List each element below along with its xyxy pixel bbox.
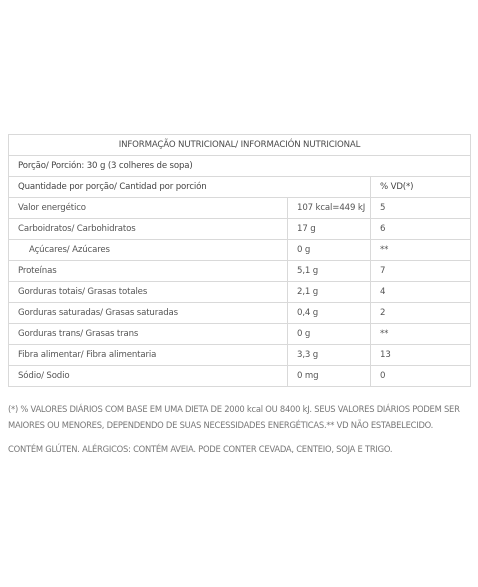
nutrient-name: Açúcares/ Azúcares (9, 240, 288, 261)
nutrient-vd: 0 (371, 366, 471, 387)
table-row (9, 345, 471, 366)
nutrient-vd: 4 (371, 282, 471, 303)
nutrient-vd: 2 (371, 303, 471, 324)
nutrient-name: Valor energético (9, 198, 288, 219)
vd-header: % VD(*) (371, 177, 471, 198)
nutrient-quantity: 107 kcal=449 kJ (288, 198, 371, 219)
nutrition-facts-table (8, 134, 471, 387)
table-row (9, 261, 471, 282)
nutrient-name: Gorduras saturadas/ Grasas saturadas (9, 303, 288, 324)
nutrient-vd: ** (371, 324, 471, 345)
nutrient-quantity: 0 mg (288, 366, 371, 387)
nutrient-vd: 7 (371, 261, 471, 282)
table-title-row (9, 135, 471, 156)
nutrient-name: Fibra alimentar/ Fibra alimentaria (9, 345, 288, 366)
table-row (9, 324, 471, 345)
table-row (9, 240, 471, 261)
allergen-statement: CONTÉM GLÚTEN. ALÉRGICOS: CONTÉM AVEIA. PODE CONTER CEVADA, CENTEIO, SOJA E TRIGO. (8, 444, 393, 454)
quantity-header: Quantidade por porção/ Cantidad por porción (9, 177, 371, 198)
nutrient-vd: ** (371, 240, 471, 261)
nutrient-quantity: 5,1 g (288, 261, 371, 282)
nutrient-quantity: 0,4 g (288, 303, 371, 324)
nutrient-vd: 6 (371, 219, 471, 240)
nutrient-quantity: 3,3 g (288, 345, 371, 366)
nutrient-vd: 5 (371, 198, 471, 219)
nutrient-vd: 13 (371, 345, 471, 366)
table-row (9, 198, 471, 219)
nutrient-name: Carboidratos/ Carbohidratos (9, 219, 288, 240)
table-row (9, 219, 471, 240)
table-row (9, 282, 471, 303)
nutrient-name: Gorduras trans/ Grasas trans (9, 324, 288, 345)
column-header-row (9, 177, 471, 198)
portion-label: Porção/ Porción: 30 g (3 colheres de sopa) (9, 156, 471, 177)
table-row (9, 366, 471, 387)
nutrient-name: Sódio/ Sodio (9, 366, 288, 387)
nutrient-quantity: 17 g (288, 219, 371, 240)
portion-row (9, 156, 471, 177)
nutrient-quantity: 0 g (288, 240, 371, 261)
nutrient-name: Gorduras totais/ Grasas totales (9, 282, 288, 303)
daily-values-footnote: (*) % VALORES DIÁRIOS COM BASE EM UMA DIETA DE 2000 kcal OU 8400 kJ. SEUS VALORES DIÁRIOS PODEM SER MAIORES OU MENORES, DEPENDENDO DE SUAS NECESSIDADES ENERGÉTICAS.** VD NÃO ESTABELECIDO. (8, 404, 460, 430)
nutrient-name: Proteínas (9, 261, 288, 282)
nutrient-quantity: 2,1 g (288, 282, 371, 303)
table-row (9, 303, 471, 324)
nutrient-quantity: 0 g (288, 324, 371, 345)
table-title: INFORMAÇÃO NUTRICIONAL/ INFORMACIÓN NUTRICIONAL (9, 135, 471, 156)
